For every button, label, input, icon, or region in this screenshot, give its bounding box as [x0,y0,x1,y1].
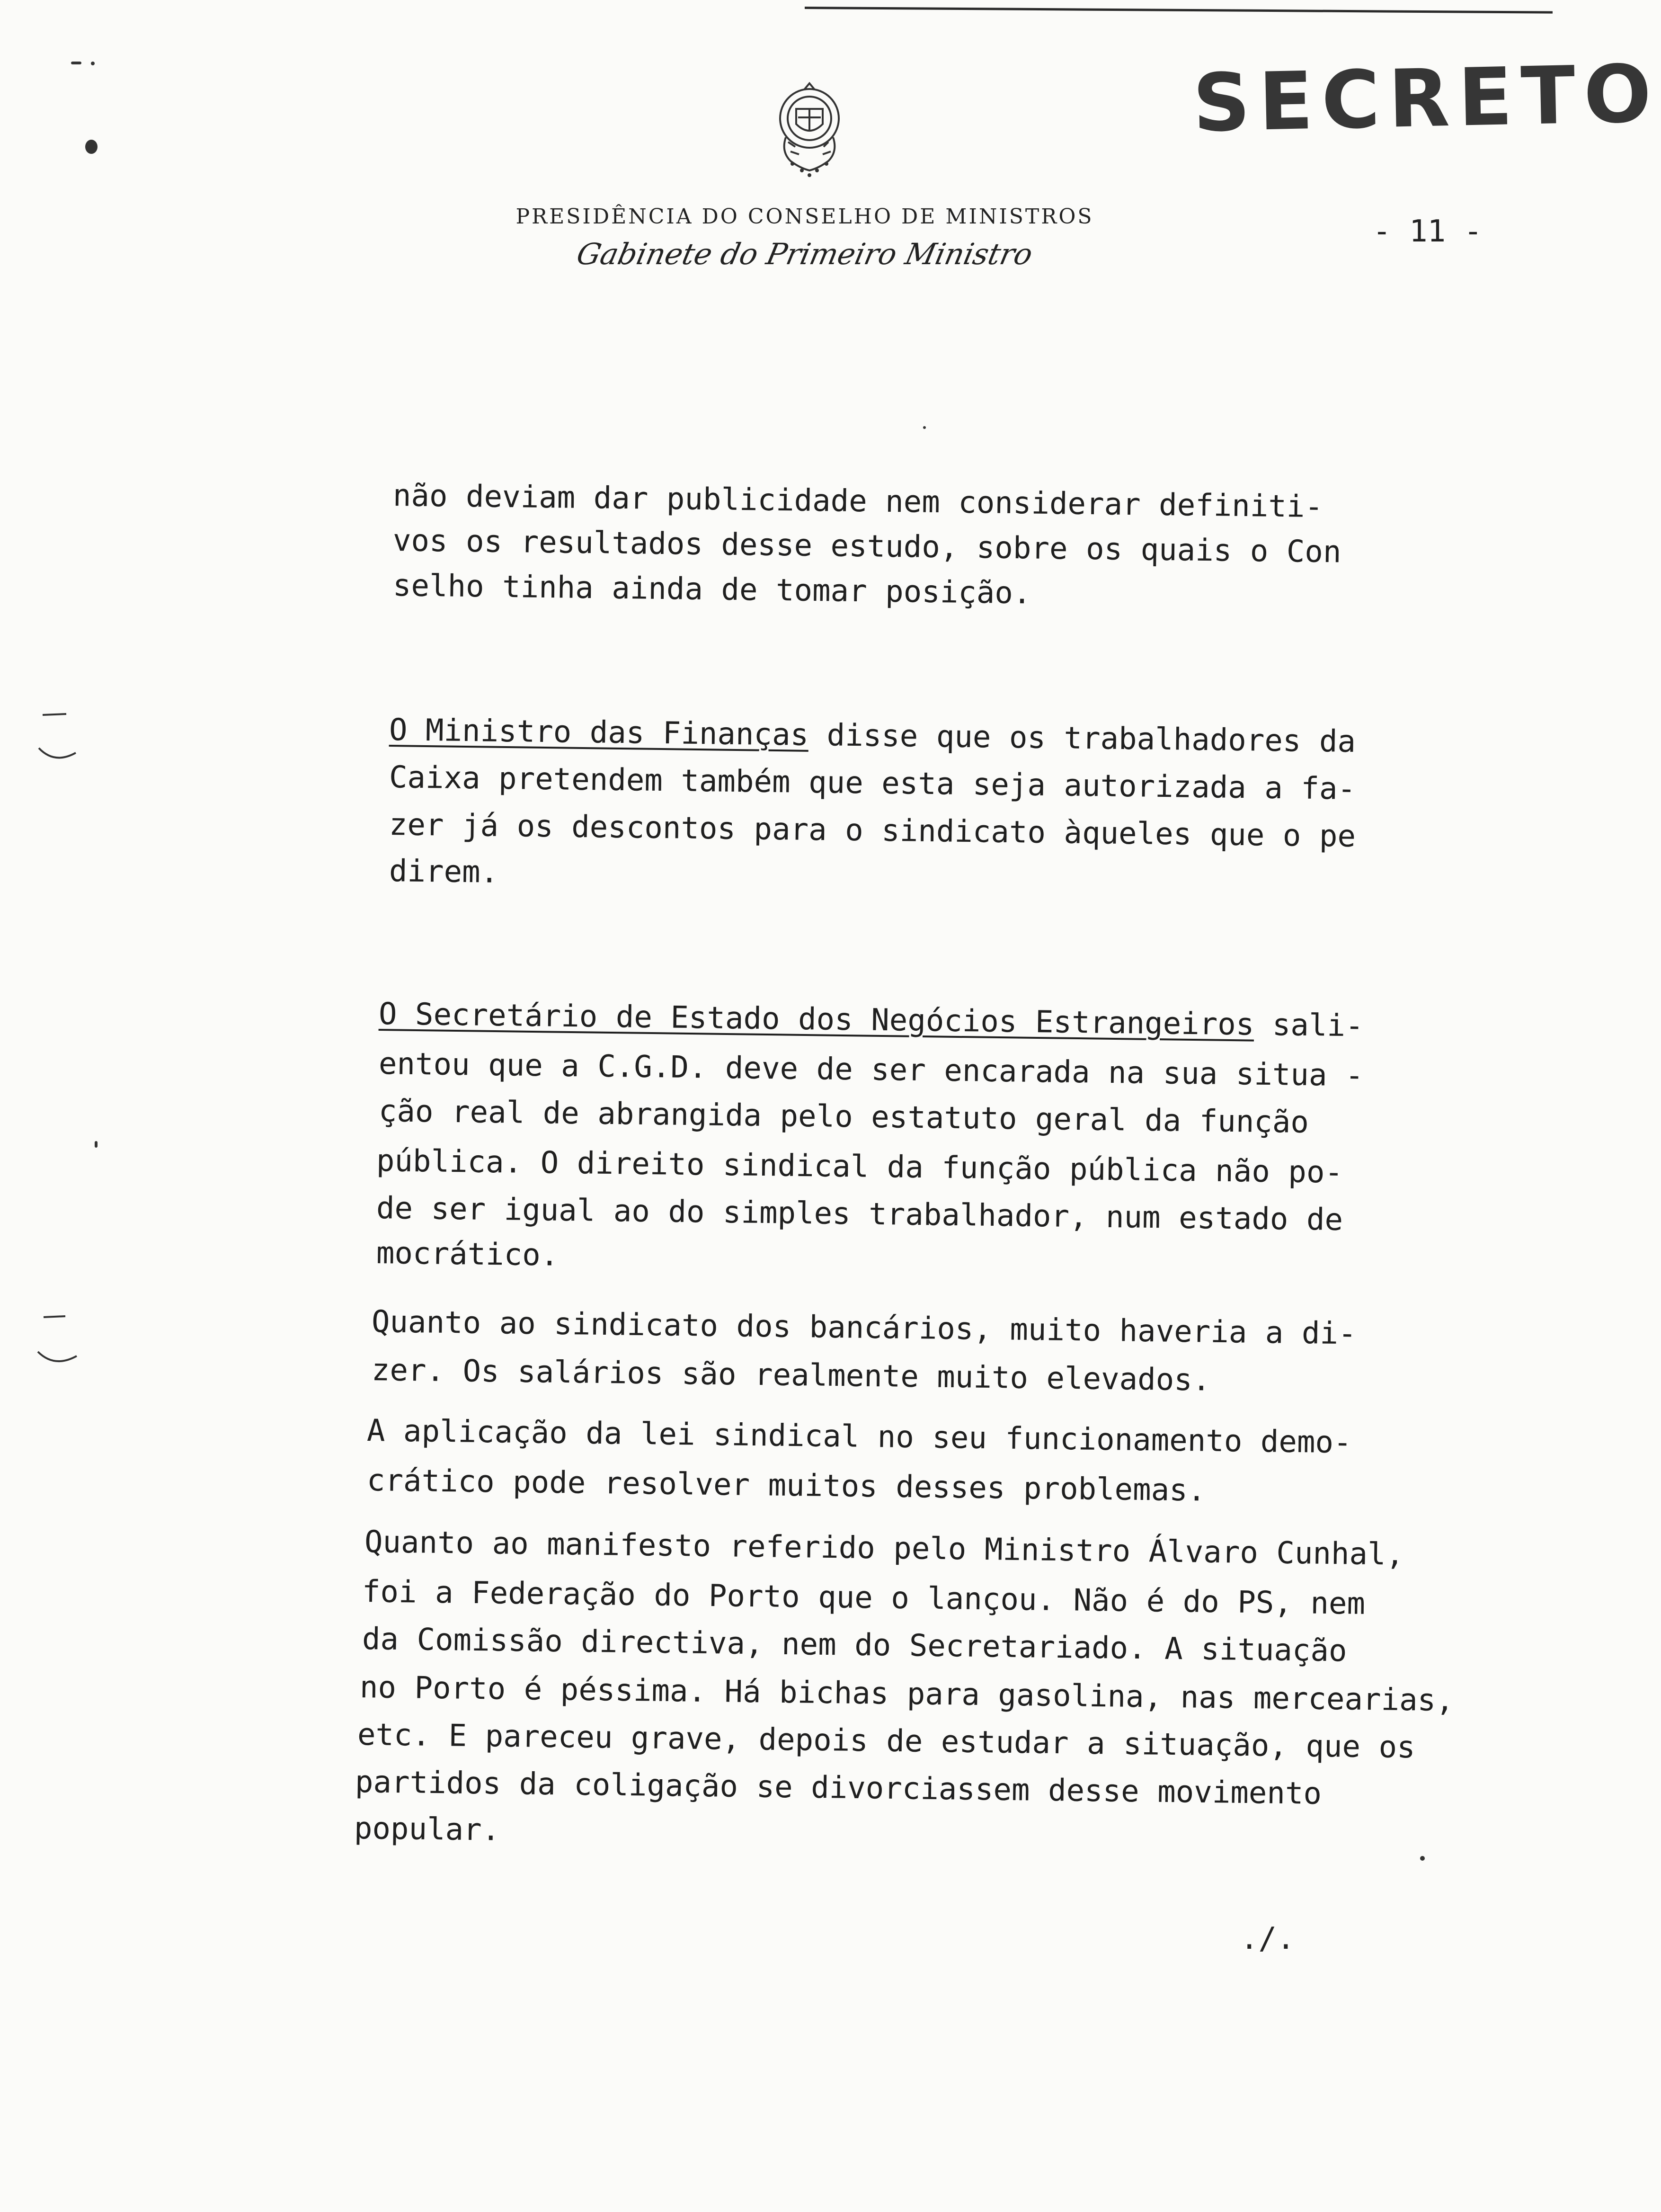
body-line: foi a Federação do Porto que o lançou. Não é do PS, nem [362,1574,1366,1622]
institution-heading: PRESIDÊNCIA DO CONSELHO DE MINISTROS [515,205,1094,229]
body-line: Quanto ao manifesto referido pelo Ministro Álvaro Cunhal, [364,1525,1404,1572]
speaker-name: O Ministro das Finanças [389,713,809,753]
secret-stamp: SECRETO [1192,47,1661,150]
body-line: não deviam dar publicidade nem considerar definiti- [392,478,1323,525]
body-line: de ser igual ao do simples trabalhador, num estado de [376,1191,1343,1238]
body-line: ção real de abrangida pelo estatuto geral da função [378,1094,1309,1141]
body-line: Quanto ao sindicato dos bancários, muito haveria a di- [371,1304,1357,1352]
punch-hole-mark [33,1307,76,1373]
body-line-text: disse que os trabalhadores da [808,717,1356,759]
body-line: entou que a C.G.D. deve de ser encarada na sua situa - [378,1046,1364,1094]
continuation-mark: ./. [1240,1921,1295,1956]
body-line: selho tinha ainda de tomar posição. [392,568,1031,611]
body-line: zer já os descontos para o sindicato àqueles que o pe [389,807,1356,854]
scan-speck [71,62,81,64]
punch-hole-mark [33,705,76,772]
coat-of-arms-emblem [753,71,866,185]
body-line: Caixa pretendem também que esta seja autorizada a fa- [389,760,1356,807]
body-line: no Porto é péssima. Há bichas para gasolina, nas mercearias, [359,1670,1455,1719]
body-line: etc. E pareceu grave, depois de estudar a situação, que os [357,1717,1416,1766]
body-line [378,997,1364,1044]
body-line: zer. Os salários são realmente muito elevados. [371,1353,1211,1398]
body-line: crático pode resolver muitos desses problemas. [366,1463,1206,1508]
top-edge-rule [805,7,1553,14]
page-number: - 11 - [1373,214,1483,249]
body-line: pública. O direito sindical da função pública não po- [376,1143,1343,1190]
body-line: partidos da coligação se divorciassem desse movimento [355,1765,1322,1811]
body-line: popular. [354,1811,500,1848]
scan-speck [923,426,926,429]
body-line-text: sali- [1253,1007,1364,1044]
body-line: direm. [389,854,499,890]
scan-speck [91,62,95,65]
body-line [389,715,1356,757]
body-line: mocrático. [376,1236,559,1273]
body-line: A aplicação da lei sindical no seu funcionamento demo- [366,1413,1352,1461]
scan-speck [85,140,98,154]
speaker-name: O Secretário de Estado dos Negócios Estrangeiros [378,997,1254,1043]
scan-speck [95,1141,98,1148]
scan-speck [1420,1856,1425,1861]
body-line: vos os resultados desse estudo, sobre os quais o Con [392,523,1341,570]
office-subheading: Gabinete do Primeiro Ministro [573,237,1036,271]
body-line: da Comissão directiva, nem do Secretariado. A situação [362,1622,1347,1669]
